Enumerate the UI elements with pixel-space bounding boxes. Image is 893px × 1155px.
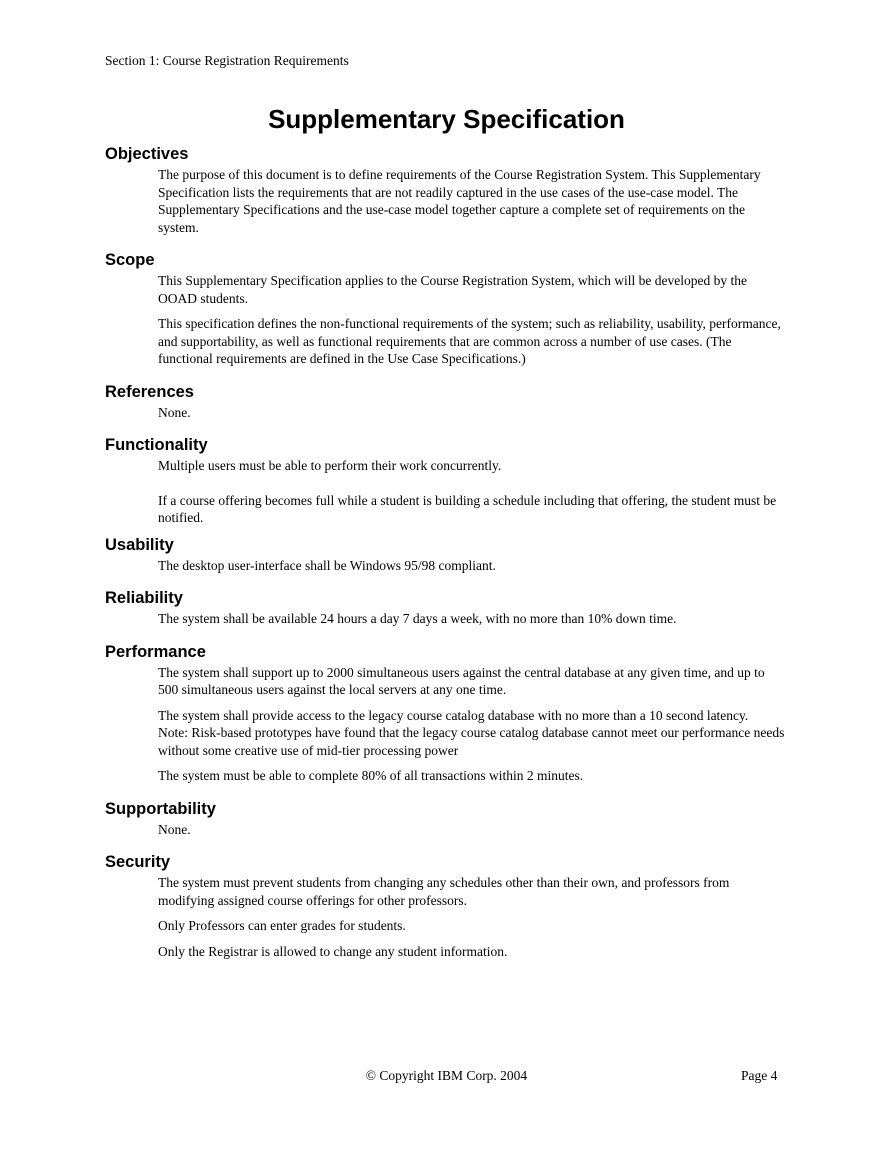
section-heading: Functionality (105, 436, 208, 454)
paragraph: The system shall be available 24 hours a day 7 days a week, with no more than 10% down time. (158, 611, 677, 626)
section-usability (105, 535, 785, 575)
note-paragraph: Note: Risk-based prototypes have found that the legacy course catalog database cannot meet our performance needs without some creative use of mid-tier processing power (158, 725, 785, 758)
page-number: Page 4 (741, 1068, 778, 1083)
section-heading: Performance (105, 642, 206, 661)
paragraph: If a course offering becomes full while a student is building a schedule including that offering, the student must be notified. (158, 492, 777, 525)
section-heading: References (105, 382, 194, 401)
paragraph: The system shall support up to 2000 simultaneous users against the central database at any given time, and up to 500 simultaneous users against the local servers at any one time. (158, 664, 765, 697)
document-body (105, 144, 785, 974)
document-title: Supplementary Specification (268, 104, 625, 134)
page-header: Section 1: Course Registration Requirements (105, 53, 349, 68)
section-reliability (105, 588, 785, 628)
copyright-notice: © Copyright IBM Corp. 2004 (365, 1068, 528, 1083)
section-heading: Usability (105, 535, 174, 554)
paragraph: The desktop user-interface shall be Windows 95/98 compliant. (158, 557, 496, 573)
section-supportability (105, 799, 785, 839)
paragraph: The system must prevent students from changing any schedules other than their own, and professors from modifying assigned course offerings for other professors. (158, 875, 730, 908)
paragraph: Only Professors can enter grades for students. (158, 918, 406, 933)
paragraph: This Supplementary Specification applies to the Course Registration System, which will be developed by the OOAD students. (158, 273, 748, 306)
section-heading: Objectives (105, 145, 189, 163)
section-heading: Scope (105, 251, 155, 269)
paragraph: This specification defines the non-functional requirements of the system; such as reliability, usability, performance, and supportability, as well as functional requirements that are common across a number of use cases. (The functional requirements are defined in the Use Case Specifications.) (158, 316, 781, 366)
paragraph: Only the Registrar is allowed to change any student information. (158, 943, 508, 959)
section-security (105, 852, 785, 960)
paragraph: None. (158, 404, 191, 420)
paragraph: None. (158, 821, 191, 837)
section-references (105, 382, 785, 422)
section-functionality (105, 435, 785, 527)
paragraph: Multiple users must be able to perform their work concurrently. (158, 458, 502, 473)
paragraph: The system must be able to complete 80% of all transactions within 2 minutes. (158, 768, 584, 783)
section-performance (105, 642, 785, 785)
section-heading: Reliability (105, 589, 183, 607)
section-objectives (105, 144, 785, 236)
section-heading: Supportability (105, 799, 216, 818)
paragraph: The purpose of this document is to define requirements of the Course Registration System. This Supplementary Specification lists the requirements that are not readily captured in the use cases of the use-case model. The Supplementary Specifications and the use-case model together capture a complete set of requirements on the system. (158, 167, 761, 235)
paragraph: The system shall provide access to the legacy course catalog database with no more than a 10 second latency. (158, 707, 749, 723)
section-scope (105, 250, 785, 368)
section-heading: Security (105, 853, 171, 871)
